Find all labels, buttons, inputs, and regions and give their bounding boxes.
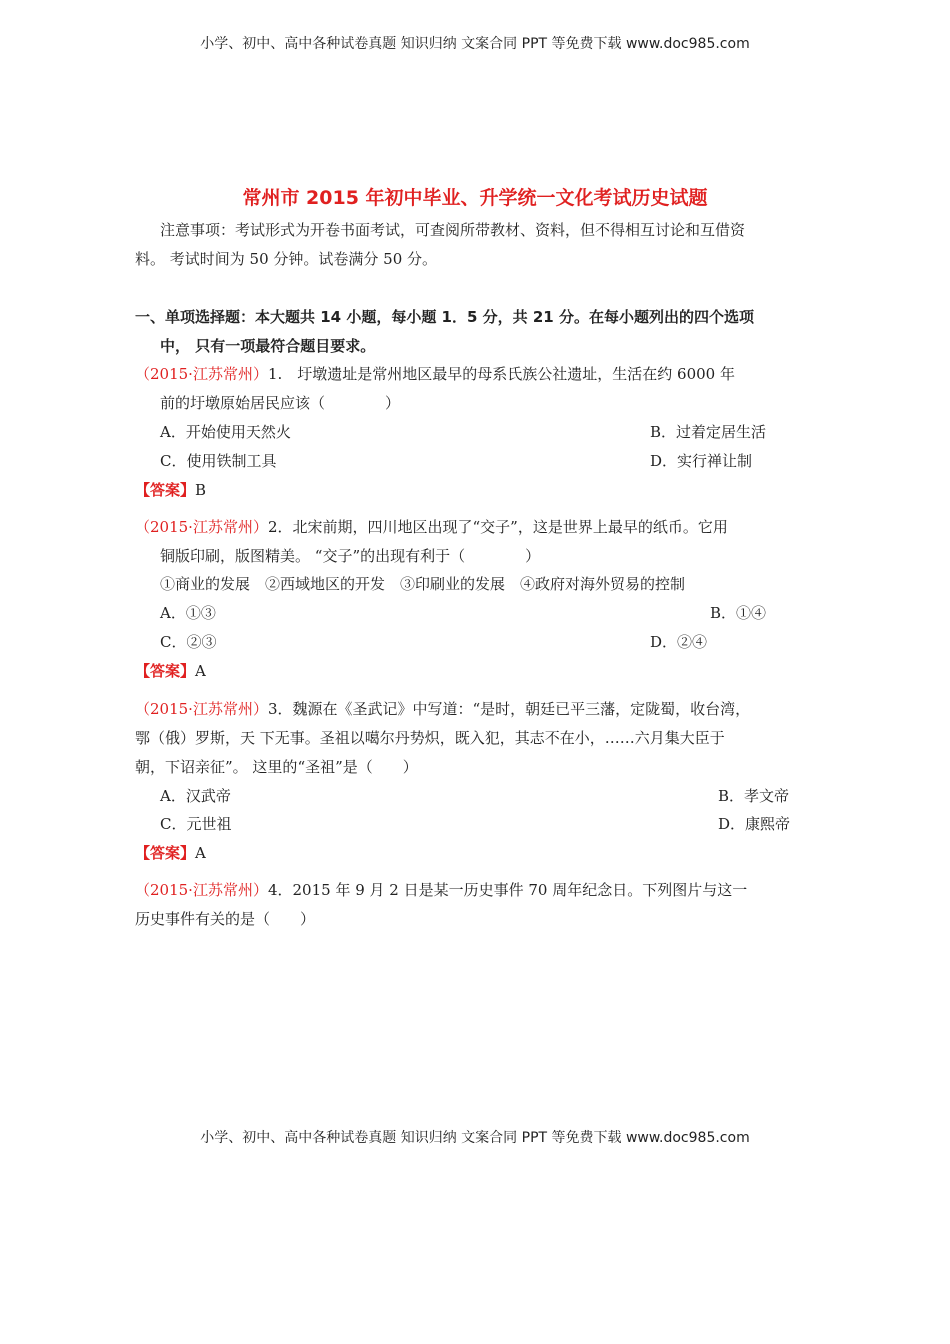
question-2-source: （2015·江苏常州） xyxy=(135,518,268,536)
section-heading-line-1: 一、单项选择题：本大题共 14 小题，每小题 1．5 分，共 21 分。在每小题列出的四个选项 xyxy=(135,308,754,326)
section-heading-line-2: 中， 只有一项最符合题目要求。 xyxy=(160,337,376,355)
question-1-line-1 xyxy=(135,364,735,384)
question-2-stem: 2．北宋前期，四川地区出现了“交子”，这是世界上最早的纸币。它用 xyxy=(267,518,728,536)
question-1-line-2: 前的圩墩原始居民应该（ ） xyxy=(160,394,401,412)
question-2-option-a: A．①③ xyxy=(160,604,216,622)
question-2-line-3: ①商业的发展 ②西域地区的开发 ③印刷业的发展 ④政府对海外贸易的控制 xyxy=(160,575,686,593)
question-2-option-c: C．②③ xyxy=(160,633,217,651)
question-2-option-d: D．②④ xyxy=(650,633,708,651)
header-banner: 小学、初中、高中各种试卷真题 知识归纳 文案合同 PPT 等免费下载 www.doc985.com xyxy=(200,36,750,52)
answer-label: 【答案】 xyxy=(135,481,196,499)
question-3-answer-value: A xyxy=(195,844,206,862)
question-3-option-d: D．康熙帝 xyxy=(718,815,791,833)
notice-line-2: 料。 考试时间为 50 分钟。试卷满分 50 分。 xyxy=(135,250,438,268)
question-2-line-2: 铜版印刷，版图精美。 “交子”的出现有利于（ ） xyxy=(160,547,541,565)
question-3-line-3: 朝，下诏亲征”。 这里的“圣祖”是（ ） xyxy=(135,758,418,776)
question-4-stem: 4．2015 年 9 月 2 日是某一历史事件 70 周年纪念日。下列图片与这一 xyxy=(267,881,748,899)
question-2-answer xyxy=(135,661,206,681)
question-1-option-c: C．使用铁制工具 xyxy=(160,452,277,470)
page-title: 常州市 2015 年初中毕业、升学统一文化考试历史试题 xyxy=(242,187,708,209)
question-1-source: （2015·江苏常州） xyxy=(135,365,268,383)
question-1-answer-value: B xyxy=(195,481,207,499)
notice-line-1: 注意事项：考试形式为开卷书面考试，可查阅所带教材、资料，但不得相互讨论和互借资 xyxy=(160,221,746,239)
question-4-source: （2015·江苏常州） xyxy=(135,881,268,899)
question-2-answer-value: A xyxy=(195,662,206,680)
question-1-answer xyxy=(135,480,206,500)
footer-banner: 小学、初中、高中各种试卷真题 知识归纳 文案合同 PPT 等免费下载 www.doc985.com xyxy=(200,1130,750,1146)
question-2-line-1 xyxy=(135,517,728,537)
question-3-option-b: B．孝文帝 xyxy=(718,787,790,805)
question-3-option-c: C．元世祖 xyxy=(160,815,232,833)
question-1-stem: 1. 圩墩遗址是常州地区最早的母系氏族公社遗址，生活在约 6000 年 xyxy=(267,365,735,383)
answer-label: 【答案】 xyxy=(135,844,196,862)
question-3-option-a: A．汉武帝 xyxy=(160,787,231,805)
answer-label: 【答案】 xyxy=(135,662,196,680)
question-3-source: （2015·江苏常州） xyxy=(135,700,268,718)
question-2-option-b: B．①④ xyxy=(710,604,767,622)
question-3-line-2: 鄂（俄）罗斯，天 下无事。圣祖以噶尔丹势炽，既入犯，其志不在小，……六月集大臣于 xyxy=(135,729,725,747)
question-1-option-b: B．过着定居生活 xyxy=(650,423,767,441)
question-1-option-a: A．开始使用天然火 xyxy=(160,423,291,441)
question-3-stem: 3．魏源在《圣武记》中写道：“是时，朝廷已平三藩，定陇蜀，收台湾， xyxy=(267,700,751,718)
question-4-line-1 xyxy=(135,880,747,900)
question-3-answer xyxy=(135,843,206,863)
question-3-line-1 xyxy=(135,699,750,719)
question-4-line-2: 历史事件有关的是（ ） xyxy=(135,910,316,928)
question-1-option-d: D．实行禅让制 xyxy=(650,452,753,470)
